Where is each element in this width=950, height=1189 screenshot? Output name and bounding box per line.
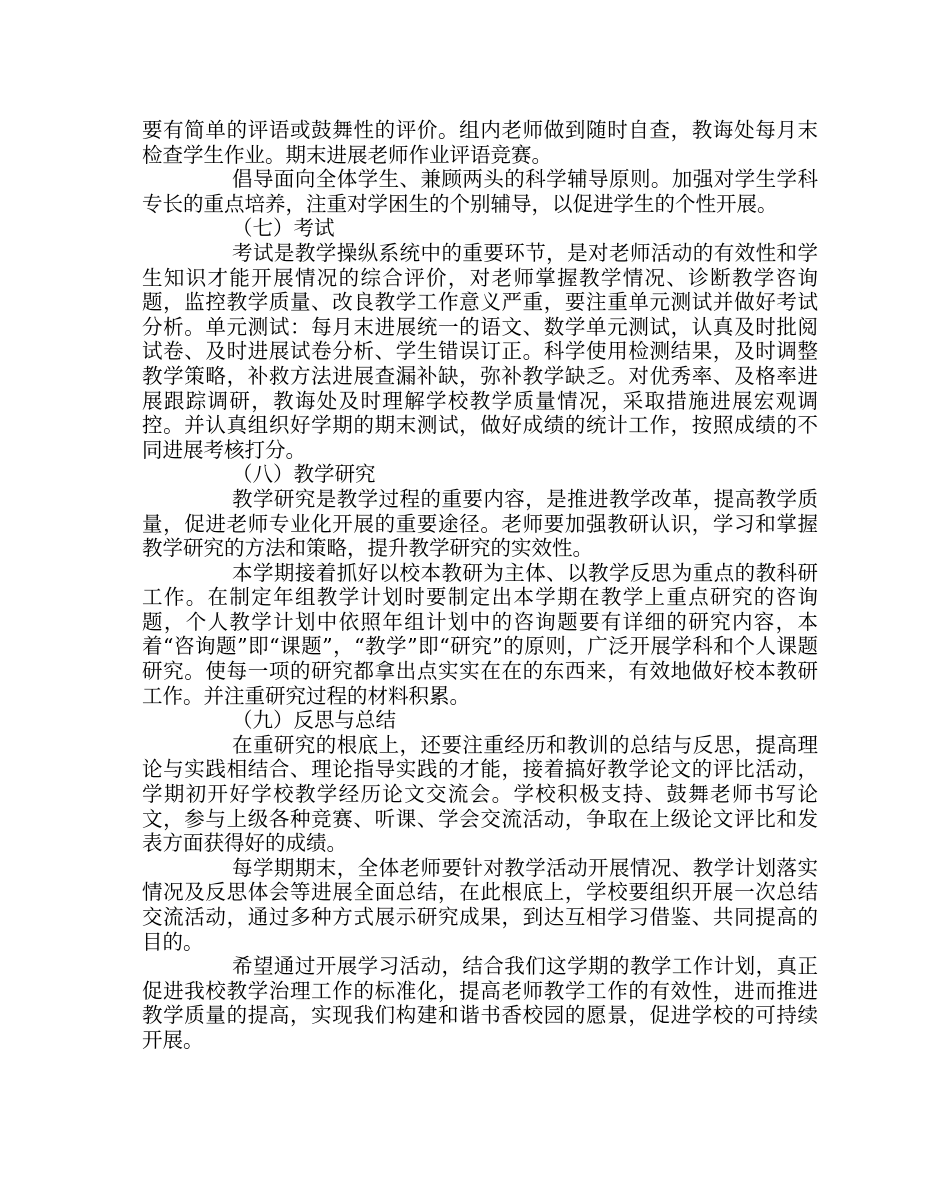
paragraph-term-summary: 每学期期末，全体老师要针对教学活动开展情况、教学计划落实情况及反思体会等进展全面总结，在此根底上，学校要组织开展一次总结交流活动，通过多种方式展示研究成果，到达互相学习借鉴、共同提高的目的。 bbox=[142, 855, 818, 954]
paragraph-exams: 考试是教学操纵系统中的重要环节，是对老师活动的有效性和学生知识才能开展情况的综合评价，对老师掌握教学情况、诊断教学咨询题，监控教学质量、改良教学工作意义严重，要注重单元测试并做好考试分析。单元测试：每月末进展统一的语文、数学单元测试，认真及时批阅试卷、及时进展试卷分析、学生错误订正。科学使用检测结果，及时调整教学策略，补救方法进展查漏补缺，弥补教学缺乏。对优秀率、及格率进展跟踪调研，教诲处及时理解学校教学质量情况，采取措施进展宏观调控。并认真组织好学期的期末测试，做好成绩的统计工作，按照成绩的不同进展考核打分。 bbox=[142, 240, 818, 462]
paragraph-closing: 希望通过开展学习活动，结合我们这学期的教学工作计划，真正促进我校教学治理工作的标准化，提高老师教学工作的有效性，进而推进教学质量的提高，实现我们构建和谐书香校园的愿景，促进学校的可持续开展。 bbox=[142, 954, 818, 1052]
paragraph-tutoring-principle: 倡导面向全体学生、兼顾两头的科学辅导原则。加强对学生学科专长的重点培养，注重对学困生的个别辅导，以促进学生的个性开展。 bbox=[142, 167, 818, 216]
document-body bbox=[142, 118, 818, 1053]
section-heading-teaching-research: （八）教学研究 bbox=[232, 462, 376, 487]
section-heading-exams: （七）考试 bbox=[232, 216, 335, 241]
section-heading-reflection: （九）反思与总结 bbox=[232, 708, 396, 733]
paragraph-school-research: 本学期接着抓好以校本教研为主体、以教学反思为重点的教科研工作。在制定年组教学计划时要制定出本学期在教学上重点研究的咨询题，个人教学计划中依照年组计划中的咨询题要有详细的研究内容，本着“咨询题”即“课题”，“教学”即“研究”的原则，广泛开展学科和个人课题研究。使每一项的研究都拿出点实实在在的东西来，有效地做好校本教研工作。并注重研究过程的材料积累。 bbox=[142, 560, 818, 708]
paragraph-homework-comments: 要有简单的评语或鼓舞性的评价。组内老师做到随时自查，教诲处每月末检查学生作业。期末进展老师作业评语竞赛。 bbox=[142, 118, 818, 167]
paragraph-reflection: 在重研究的根底上，还要注重经历和教训的总结与反思，提高理论与实践相结合、理论指导实践的才能，接着搞好教学论文的评比活动，学期初开好学校教学经历论文交流会。学校积极支持、鼓舞老师书写论文，参与上级各种竞赛、听课、学会交流活动，争取在上级论文评比和发表方面获得好的成绩。 bbox=[142, 732, 818, 856]
paragraph-teaching-research: 教学研究是教学过程的重要内容，是推进教学改革，提高教学质量，促进老师专业化开展的重要途径。老师要加强教研认识，学习和掌握教学研究的方法和策略，提升教学研究的实效性。 bbox=[142, 486, 818, 561]
